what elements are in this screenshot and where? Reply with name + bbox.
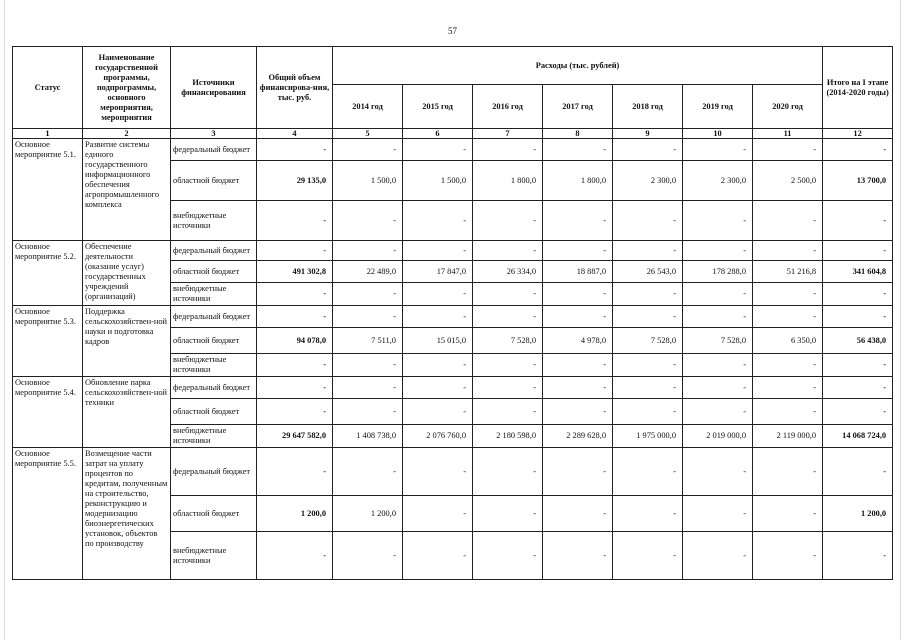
year-value-cell: - — [543, 201, 613, 241]
col-number: 8 — [543, 129, 613, 139]
year-value-cell: - — [473, 201, 543, 241]
year-value-cell: - — [543, 377, 613, 399]
year-value-cell: - — [543, 139, 613, 161]
year-value-cell: - — [613, 399, 683, 425]
col-number: 11 — [753, 129, 823, 139]
funding-source-cell: областной бюджет — [171, 261, 257, 283]
year-value-cell: - — [683, 306, 753, 328]
year-value-cell: 7 528,0 — [683, 328, 753, 354]
activity-name-cell: Обеспечение деятельности (оказание услуг) государственных учреждений (организаций) — [83, 241, 171, 306]
year-value-cell: - — [473, 283, 543, 306]
stage-total-cell: 13 700,0 — [823, 161, 893, 201]
year-value-cell: - — [473, 306, 543, 328]
stage-total-cell: - — [823, 377, 893, 399]
stage-total-cell: - — [823, 241, 893, 261]
activity-name-cell: Развитие системы единого государственного информационного обеспечения агропромышленного комплекса — [83, 139, 171, 241]
year-value-cell: - — [403, 496, 473, 532]
year-value-cell: 2 289 628,0 — [543, 425, 613, 448]
year-value-cell: - — [543, 399, 613, 425]
year-value-cell: - — [613, 283, 683, 306]
total-cell: - — [257, 241, 333, 261]
year-value-cell: - — [403, 377, 473, 399]
col-number: 9 — [613, 129, 683, 139]
stage-total-cell: 1 200,0 — [823, 496, 893, 532]
status-cell: Основное мероприятие 5.3. — [13, 306, 83, 377]
activity-name-cell: Возмещение части затрат на уплату процентов по кредитам, полученным на строительство, реконструкцию и модернизацию биоэнергетических установок, объектов по производству — [83, 448, 171, 580]
stage-total-cell: 341 604,8 — [823, 261, 893, 283]
total-cell: - — [257, 532, 333, 580]
year-value-cell: 2 300,0 — [613, 161, 683, 201]
status-cell: Основное мероприятие 5.1. — [13, 139, 83, 241]
year-value-cell: - — [753, 241, 823, 261]
funding-source-cell: федеральный бюджет — [171, 377, 257, 399]
stage-total-cell: - — [823, 448, 893, 496]
year-value-cell: - — [403, 354, 473, 377]
col-number: 12 — [823, 129, 893, 139]
year-value-cell: - — [543, 283, 613, 306]
year-value-cell: - — [473, 399, 543, 425]
year-value-cell: 15 015,0 — [403, 328, 473, 354]
year-value-cell: - — [753, 306, 823, 328]
year-value-cell: - — [543, 496, 613, 532]
table-row — [13, 306, 893, 328]
year-value-cell: - — [333, 532, 403, 580]
year-value-cell: - — [403, 306, 473, 328]
header-year: 2019 год — [683, 85, 753, 129]
funding-source-cell: федеральный бюджет — [171, 241, 257, 261]
stage-total-cell: - — [823, 532, 893, 580]
stage-total-cell: - — [823, 354, 893, 377]
year-value-cell: - — [403, 532, 473, 580]
table-row — [13, 448, 893, 496]
year-value-cell: - — [333, 448, 403, 496]
funding-source-cell: областной бюджет — [171, 161, 257, 201]
year-value-cell: 51 216,8 — [753, 261, 823, 283]
year-value-cell: - — [753, 399, 823, 425]
header-total: Общий объем финансирова-ния, тыс. руб. — [257, 47, 333, 129]
total-cell: - — [257, 283, 333, 306]
year-value-cell: 7 511,0 — [333, 328, 403, 354]
year-value-cell: - — [543, 306, 613, 328]
year-value-cell: - — [333, 241, 403, 261]
year-value-cell: - — [753, 377, 823, 399]
year-value-cell: - — [543, 532, 613, 580]
status-cell: Основное мероприятие 5.2. — [13, 241, 83, 306]
funding-source-cell: внебюджетные источники — [171, 201, 257, 241]
funding-source-cell: федеральный бюджет — [171, 448, 257, 496]
year-value-cell: 1 408 738,0 — [333, 425, 403, 448]
year-value-cell: - — [543, 448, 613, 496]
status-cell: Основное мероприятие 5.5. — [13, 448, 83, 580]
year-value-cell: - — [613, 241, 683, 261]
year-value-cell: - — [753, 354, 823, 377]
year-value-cell: 2 076 760,0 — [403, 425, 473, 448]
year-value-cell: 7 528,0 — [473, 328, 543, 354]
year-value-cell: 22 489,0 — [333, 261, 403, 283]
year-value-cell: - — [333, 306, 403, 328]
page-number: 57 — [448, 26, 457, 36]
total-cell: - — [257, 139, 333, 161]
funding-source-cell: федеральный бюджет — [171, 306, 257, 328]
year-value-cell: 1 500,0 — [403, 161, 473, 201]
col-number: 5 — [333, 129, 403, 139]
year-value-cell: 4 978,0 — [543, 328, 613, 354]
year-value-cell: - — [753, 496, 823, 532]
total-cell: - — [257, 448, 333, 496]
col-number: 10 — [683, 129, 753, 139]
year-value-cell: - — [683, 532, 753, 580]
year-value-cell: - — [333, 377, 403, 399]
year-value-cell: - — [683, 241, 753, 261]
financing-table — [12, 46, 893, 580]
year-value-cell: 7 528,0 — [613, 328, 683, 354]
header-year: 2020 год — [753, 85, 823, 129]
total-cell: - — [257, 201, 333, 241]
stage-total-cell: 56 438,0 — [823, 328, 893, 354]
year-value-cell: - — [473, 448, 543, 496]
year-value-cell: - — [403, 201, 473, 241]
year-value-cell: - — [683, 399, 753, 425]
header-stage-total: Итого на I этапе (2014-2020 годы) — [823, 47, 893, 129]
year-value-cell: - — [333, 139, 403, 161]
total-cell: - — [257, 399, 333, 425]
header-status: Статус — [13, 47, 83, 129]
year-value-cell: - — [613, 532, 683, 580]
year-value-cell: - — [473, 139, 543, 161]
activity-name-cell: Обновление парка сельскохозяйствен-ной техники — [83, 377, 171, 448]
table-row — [13, 241, 893, 261]
year-value-cell: - — [403, 448, 473, 496]
year-value-cell: - — [473, 532, 543, 580]
header-name: Наименование государственной программы, подпрограммы, основного мероприятия, мероприятия — [83, 47, 171, 129]
year-value-cell: - — [403, 283, 473, 306]
status-cell: Основное мероприятие 5.4. — [13, 377, 83, 448]
year-value-cell: 2 300,0 — [683, 161, 753, 201]
year-value-cell: - — [613, 448, 683, 496]
header-year: 2017 год — [543, 85, 613, 129]
year-value-cell: - — [683, 201, 753, 241]
year-value-cell: 1 200,0 — [333, 496, 403, 532]
stage-total-cell: - — [823, 306, 893, 328]
funding-source-cell: внебюджетные источники — [171, 354, 257, 377]
year-value-cell: - — [543, 241, 613, 261]
col-number: 7 — [473, 129, 543, 139]
year-value-cell: - — [683, 448, 753, 496]
total-cell: 29 135,0 — [257, 161, 333, 201]
total-cell: 1 200,0 — [257, 496, 333, 532]
header-year: 2016 год — [473, 85, 543, 129]
year-value-cell: 2 119 000,0 — [753, 425, 823, 448]
year-value-cell: 18 887,0 — [543, 261, 613, 283]
total-cell: 29 647 582,0 — [257, 425, 333, 448]
year-value-cell: 178 288,0 — [683, 261, 753, 283]
col-number: 6 — [403, 129, 473, 139]
total-cell: 94 078,0 — [257, 328, 333, 354]
year-value-cell: 1 975 000,0 — [613, 425, 683, 448]
year-value-cell: - — [333, 201, 403, 241]
year-value-cell: 1 800,0 — [543, 161, 613, 201]
year-value-cell: 2 180 598,0 — [473, 425, 543, 448]
header-year: 2015 год — [403, 85, 473, 129]
year-value-cell: - — [753, 532, 823, 580]
stage-total-cell: - — [823, 139, 893, 161]
funding-source-cell: областной бюджет — [171, 399, 257, 425]
year-value-cell: - — [333, 283, 403, 306]
stage-total-cell: - — [823, 283, 893, 306]
year-value-cell: - — [753, 201, 823, 241]
year-value-cell: - — [683, 496, 753, 532]
year-value-cell: - — [753, 448, 823, 496]
year-value-cell: - — [683, 283, 753, 306]
year-value-cell: - — [473, 354, 543, 377]
table-row — [13, 139, 893, 161]
column-number-row — [13, 129, 893, 139]
col-number: 2 — [83, 129, 171, 139]
year-value-cell: - — [403, 241, 473, 261]
funding-source-cell: областной бюджет — [171, 328, 257, 354]
year-value-cell: - — [683, 354, 753, 377]
year-value-cell: - — [403, 139, 473, 161]
year-value-cell: 17 847,0 — [403, 261, 473, 283]
year-value-cell: 6 350,0 — [753, 328, 823, 354]
year-value-cell: 26 543,0 — [613, 261, 683, 283]
year-value-cell: - — [473, 377, 543, 399]
col-number: 4 — [257, 129, 333, 139]
year-value-cell: - — [613, 496, 683, 532]
col-number: 1 — [13, 129, 83, 139]
stage-total-cell: 14 068 724,0 — [823, 425, 893, 448]
year-value-cell: - — [753, 283, 823, 306]
year-value-cell: - — [613, 201, 683, 241]
stage-total-cell: - — [823, 201, 893, 241]
header-expenses: Расходы (тыс. рублей) — [333, 47, 823, 85]
funding-source-cell: внебюджетные источники — [171, 532, 257, 580]
year-value-cell: - — [333, 354, 403, 377]
total-cell: - — [257, 377, 333, 399]
year-value-cell: - — [543, 354, 613, 377]
funding-source-cell: федеральный бюджет — [171, 139, 257, 161]
year-value-cell: - — [473, 241, 543, 261]
year-value-cell: - — [683, 139, 753, 161]
year-value-cell: - — [613, 306, 683, 328]
funding-source-cell: областной бюджет — [171, 496, 257, 532]
year-value-cell: - — [613, 377, 683, 399]
year-value-cell: - — [613, 139, 683, 161]
year-value-cell: 2 500,0 — [753, 161, 823, 201]
year-value-cell: 1 500,0 — [333, 161, 403, 201]
header-year: 2014 год — [333, 85, 403, 129]
year-value-cell: 2 019 000,0 — [683, 425, 753, 448]
header-source: Источники финансирования — [171, 47, 257, 129]
year-value-cell: - — [403, 399, 473, 425]
table-row — [13, 377, 893, 399]
total-cell: - — [257, 306, 333, 328]
total-cell: 491 302,8 — [257, 261, 333, 283]
year-value-cell: - — [613, 354, 683, 377]
year-value-cell: - — [683, 377, 753, 399]
col-number: 3 — [171, 129, 257, 139]
year-value-cell: - — [333, 399, 403, 425]
funding-source-cell: внебюджетные источники — [171, 283, 257, 306]
funding-source-cell: внебюджетные источники — [171, 425, 257, 448]
header-year: 2018 год — [613, 85, 683, 129]
year-value-cell: 1 800,0 — [473, 161, 543, 201]
year-value-cell: 26 334,0 — [473, 261, 543, 283]
activity-name-cell: Поддержка сельскохозяйствен-ной науки и подготовка кадров — [83, 306, 171, 377]
year-value-cell: - — [753, 139, 823, 161]
total-cell: - — [257, 354, 333, 377]
stage-total-cell: - — [823, 399, 893, 425]
year-value-cell: - — [473, 496, 543, 532]
